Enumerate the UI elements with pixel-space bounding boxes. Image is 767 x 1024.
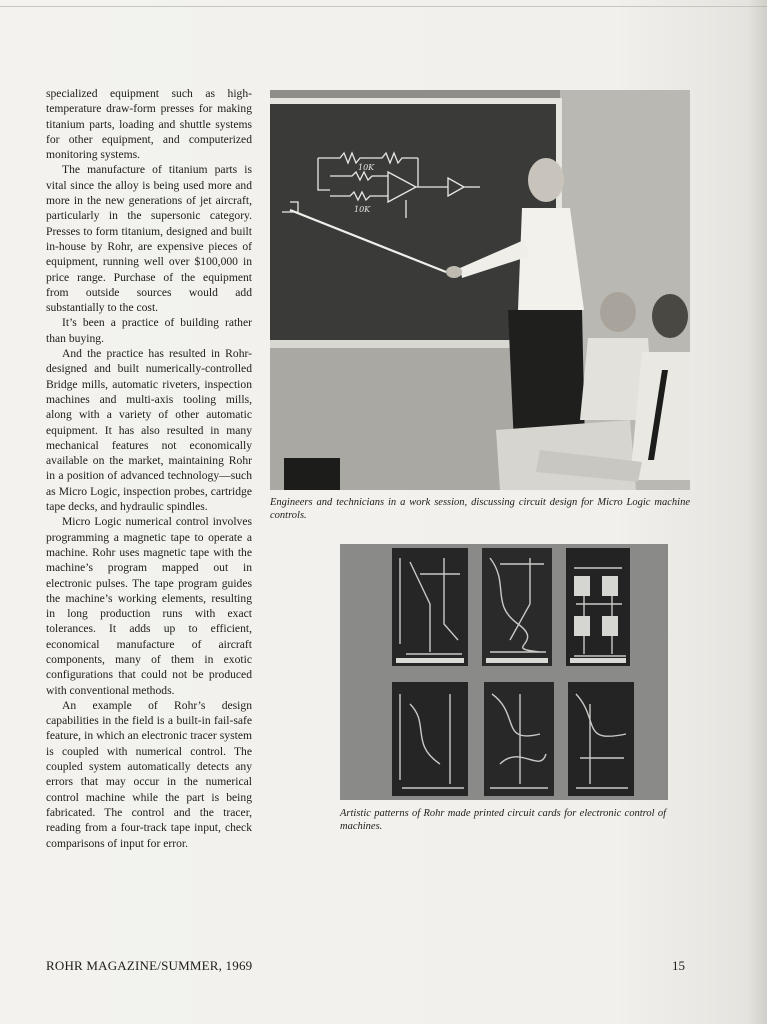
article-column: [46, 86, 252, 851]
publication-footer: ROHR MAGAZINE/SUMMER, 1969: [46, 958, 253, 973]
photo1-caption: Engineers and technicians in a work session, discussing circuit design for Micro Logic machine controls.: [270, 497, 690, 521]
page-number: 15: [672, 958, 685, 973]
page-edge-shadow: [747, 0, 767, 1024]
engineers-photo-illustration: [270, 90, 690, 490]
chalk-label-1: 10K: [358, 163, 375, 172]
page-top-rule: [0, 6, 767, 7]
article-paragraph: It’s been a practice of building rather than buying.: [46, 316, 252, 345]
article-paragraph: The manufacture of titanium parts is vital since the alloy is being used more and more in the new generations of jet aircraft, particularly in the supersonic category. Presses to form titanium, designed and built in-house by Rohr, are expensive pieces of equipment, running well over $100,000 in price range. Purchase of the equipment from outside sources would add substantially to the cost.: [46, 163, 252, 315]
engineers-photo: [270, 90, 690, 490]
article-paragraph: specialized equipment such as high-temperature draw-form presses for making titanium parts, loading and shuttle systems for other equipment, and computerized monitoring systems.: [46, 87, 252, 162]
article-paragraph: Micro Logic numerical control involves programming a magnetic tape to operate a machine. Rohr uses magnetic tape with the machine’s program mapped out in electronic pulses. The tape program guides the machine’s working elements, resulting in long production runs with exact tolerances. It adds up to efficient, economical manufacture of aircraft components, many of them in exotic configurations that could not be produced with conventional methods.: [46, 515, 252, 697]
chalk-label-2: 10K: [354, 205, 371, 214]
circuit-cards-illustration: [340, 544, 668, 800]
photo2-caption: Artistic patterns of Rohr made printed circuit cards for electronic control of machines.: [340, 808, 666, 832]
circuit-cards-photo: [340, 544, 668, 800]
article-paragraph: An example of Rohr’s design capabilities in the field is a built-in fail-safe feature, in which an electronic tracer system is coupled with numerical control. The coupled system automatically detects any errors that may occur in the numerical control machine while the part is being fabricated. The control and the tracer, reading from a four-track tape input, check comparisons of input for error.: [46, 698, 252, 850]
article-paragraph: And the practice has resulted in Rohr-designed and built numerically-controlled Bridge mills, automatic riveters, inspection machines and multi-axis tooling mills, along with a variety of other automatic equipment. It has also resulted in many mechanical features not economically available on the market, maintaining Rohr in a position of advanced technology—such as Micro Logic, inspection probes, cartridge tape decks, and hydraulic spindles.: [46, 347, 252, 514]
